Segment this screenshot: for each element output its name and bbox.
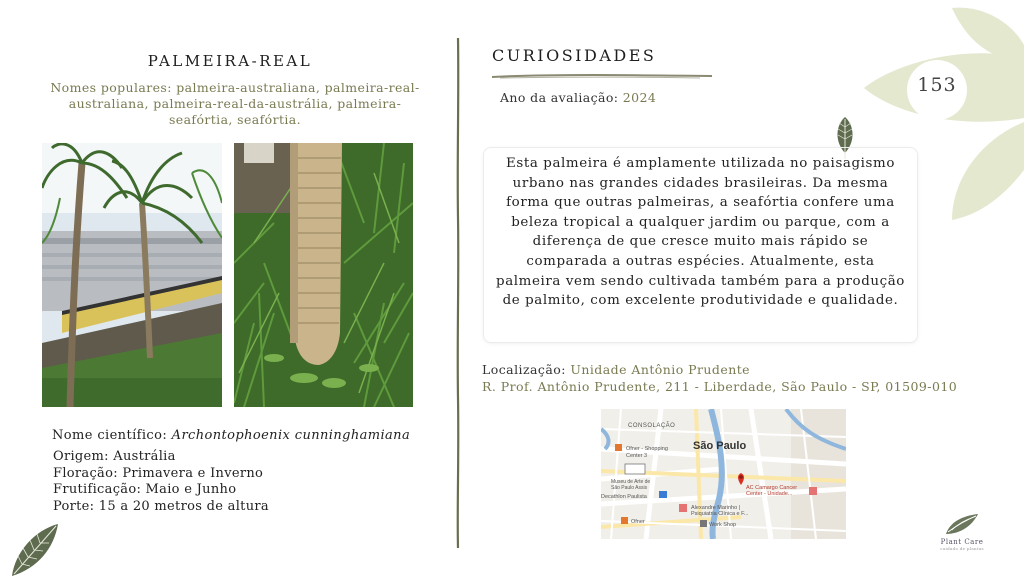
location-map[interactable] bbox=[601, 409, 846, 539]
size: Porte: 15 a 20 metros de altura bbox=[53, 498, 269, 514]
curiosity-card bbox=[483, 147, 918, 343]
leaf-decoration-icon bbox=[10, 522, 60, 576]
palm-photo-street bbox=[42, 143, 222, 407]
brand-tagline: cuidado de plantas bbox=[940, 546, 984, 551]
popular-names-value: palmeira-australiana, palmeira-real-australiana, palmeira-real-da-austrália, palmeira-seafórtia, seafórtia. bbox=[68, 80, 420, 127]
curiosities-title: CURIOSIDADES bbox=[492, 46, 657, 65]
popular-names bbox=[40, 80, 430, 128]
fruiting: Frutificação: Maio e Junho bbox=[53, 482, 237, 497]
brand-logo bbox=[934, 512, 990, 558]
scientific-name bbox=[52, 428, 410, 443]
evaluation-year-value: 2024 bbox=[622, 90, 657, 105]
location bbox=[482, 361, 957, 395]
map-poi-3: Decathlon Paulista bbox=[601, 494, 647, 500]
title-underline bbox=[490, 66, 715, 76]
location-address: R. Prof. Antônio Prudente, 211 - Liberdade, São Paulo - SP, 01509-010 bbox=[482, 379, 958, 394]
map-poi-1: Ofner - Shopping bbox=[626, 446, 668, 452]
flowering: Floração: Primavera e Inverno bbox=[53, 465, 264, 481]
column-divider bbox=[455, 38, 461, 548]
map-poi-7: Work Shop bbox=[709, 522, 737, 528]
evaluation-year bbox=[500, 90, 656, 105]
map-poi-6: Ofner bbox=[631, 519, 645, 525]
map-poi-4: AC Camargo Cancer bbox=[746, 485, 798, 491]
brand-name: Plant Care bbox=[940, 538, 984, 546]
map-poi-1b: Center 3 bbox=[626, 453, 648, 459]
map-poi-2: Museu de Arte de bbox=[611, 479, 651, 485]
popular-names-label: Nomes populares: bbox=[50, 80, 172, 95]
curiosity-text: Esta palmeira é amplamente utilizada no paisagismo urbano nas grandes cidades brasileiras. Da mesma forma que outras palmeiras, a seafórtia confere uma beleza tropical a qualquer jardim ou parque, com a diferença de que cresce muito mais rápido se comparada a outras espécies. Atualmente, esta palmeira vem sendo cultivada também para a produção de palmito, com excelente produtividade e qualidade. bbox=[496, 156, 905, 309]
map-poi-4b: Center - Unidade... bbox=[746, 491, 793, 497]
plant-name: PALMEIRA-REAL bbox=[147, 52, 313, 70]
origin: Origem: Austrália bbox=[53, 449, 176, 464]
map-label-district: CONSOLAÇÃO bbox=[628, 423, 676, 429]
scientific-name-label: Nome científico: bbox=[52, 428, 168, 443]
evaluation-year-label: Ano da avaliação: bbox=[500, 90, 619, 105]
scientific-name-value: Archontophoenix cunninghamiana bbox=[171, 428, 411, 443]
plant-facts bbox=[53, 449, 269, 515]
location-unit-line bbox=[482, 361, 957, 378]
map-poi-5b: Psiquiatria Clínica e F... bbox=[691, 511, 749, 517]
map-poi-5: Alexandre Marinho | bbox=[691, 505, 741, 511]
location-label: Localização: bbox=[482, 362, 566, 377]
map-poi-2b: São Paulo Assis bbox=[611, 485, 648, 491]
location-unit: Unidade Antônio Prudente bbox=[570, 362, 751, 377]
palm-photo-trunk bbox=[234, 143, 413, 407]
plant-number: 153 bbox=[917, 74, 957, 96]
map-label-city: São Paulo bbox=[693, 440, 747, 452]
